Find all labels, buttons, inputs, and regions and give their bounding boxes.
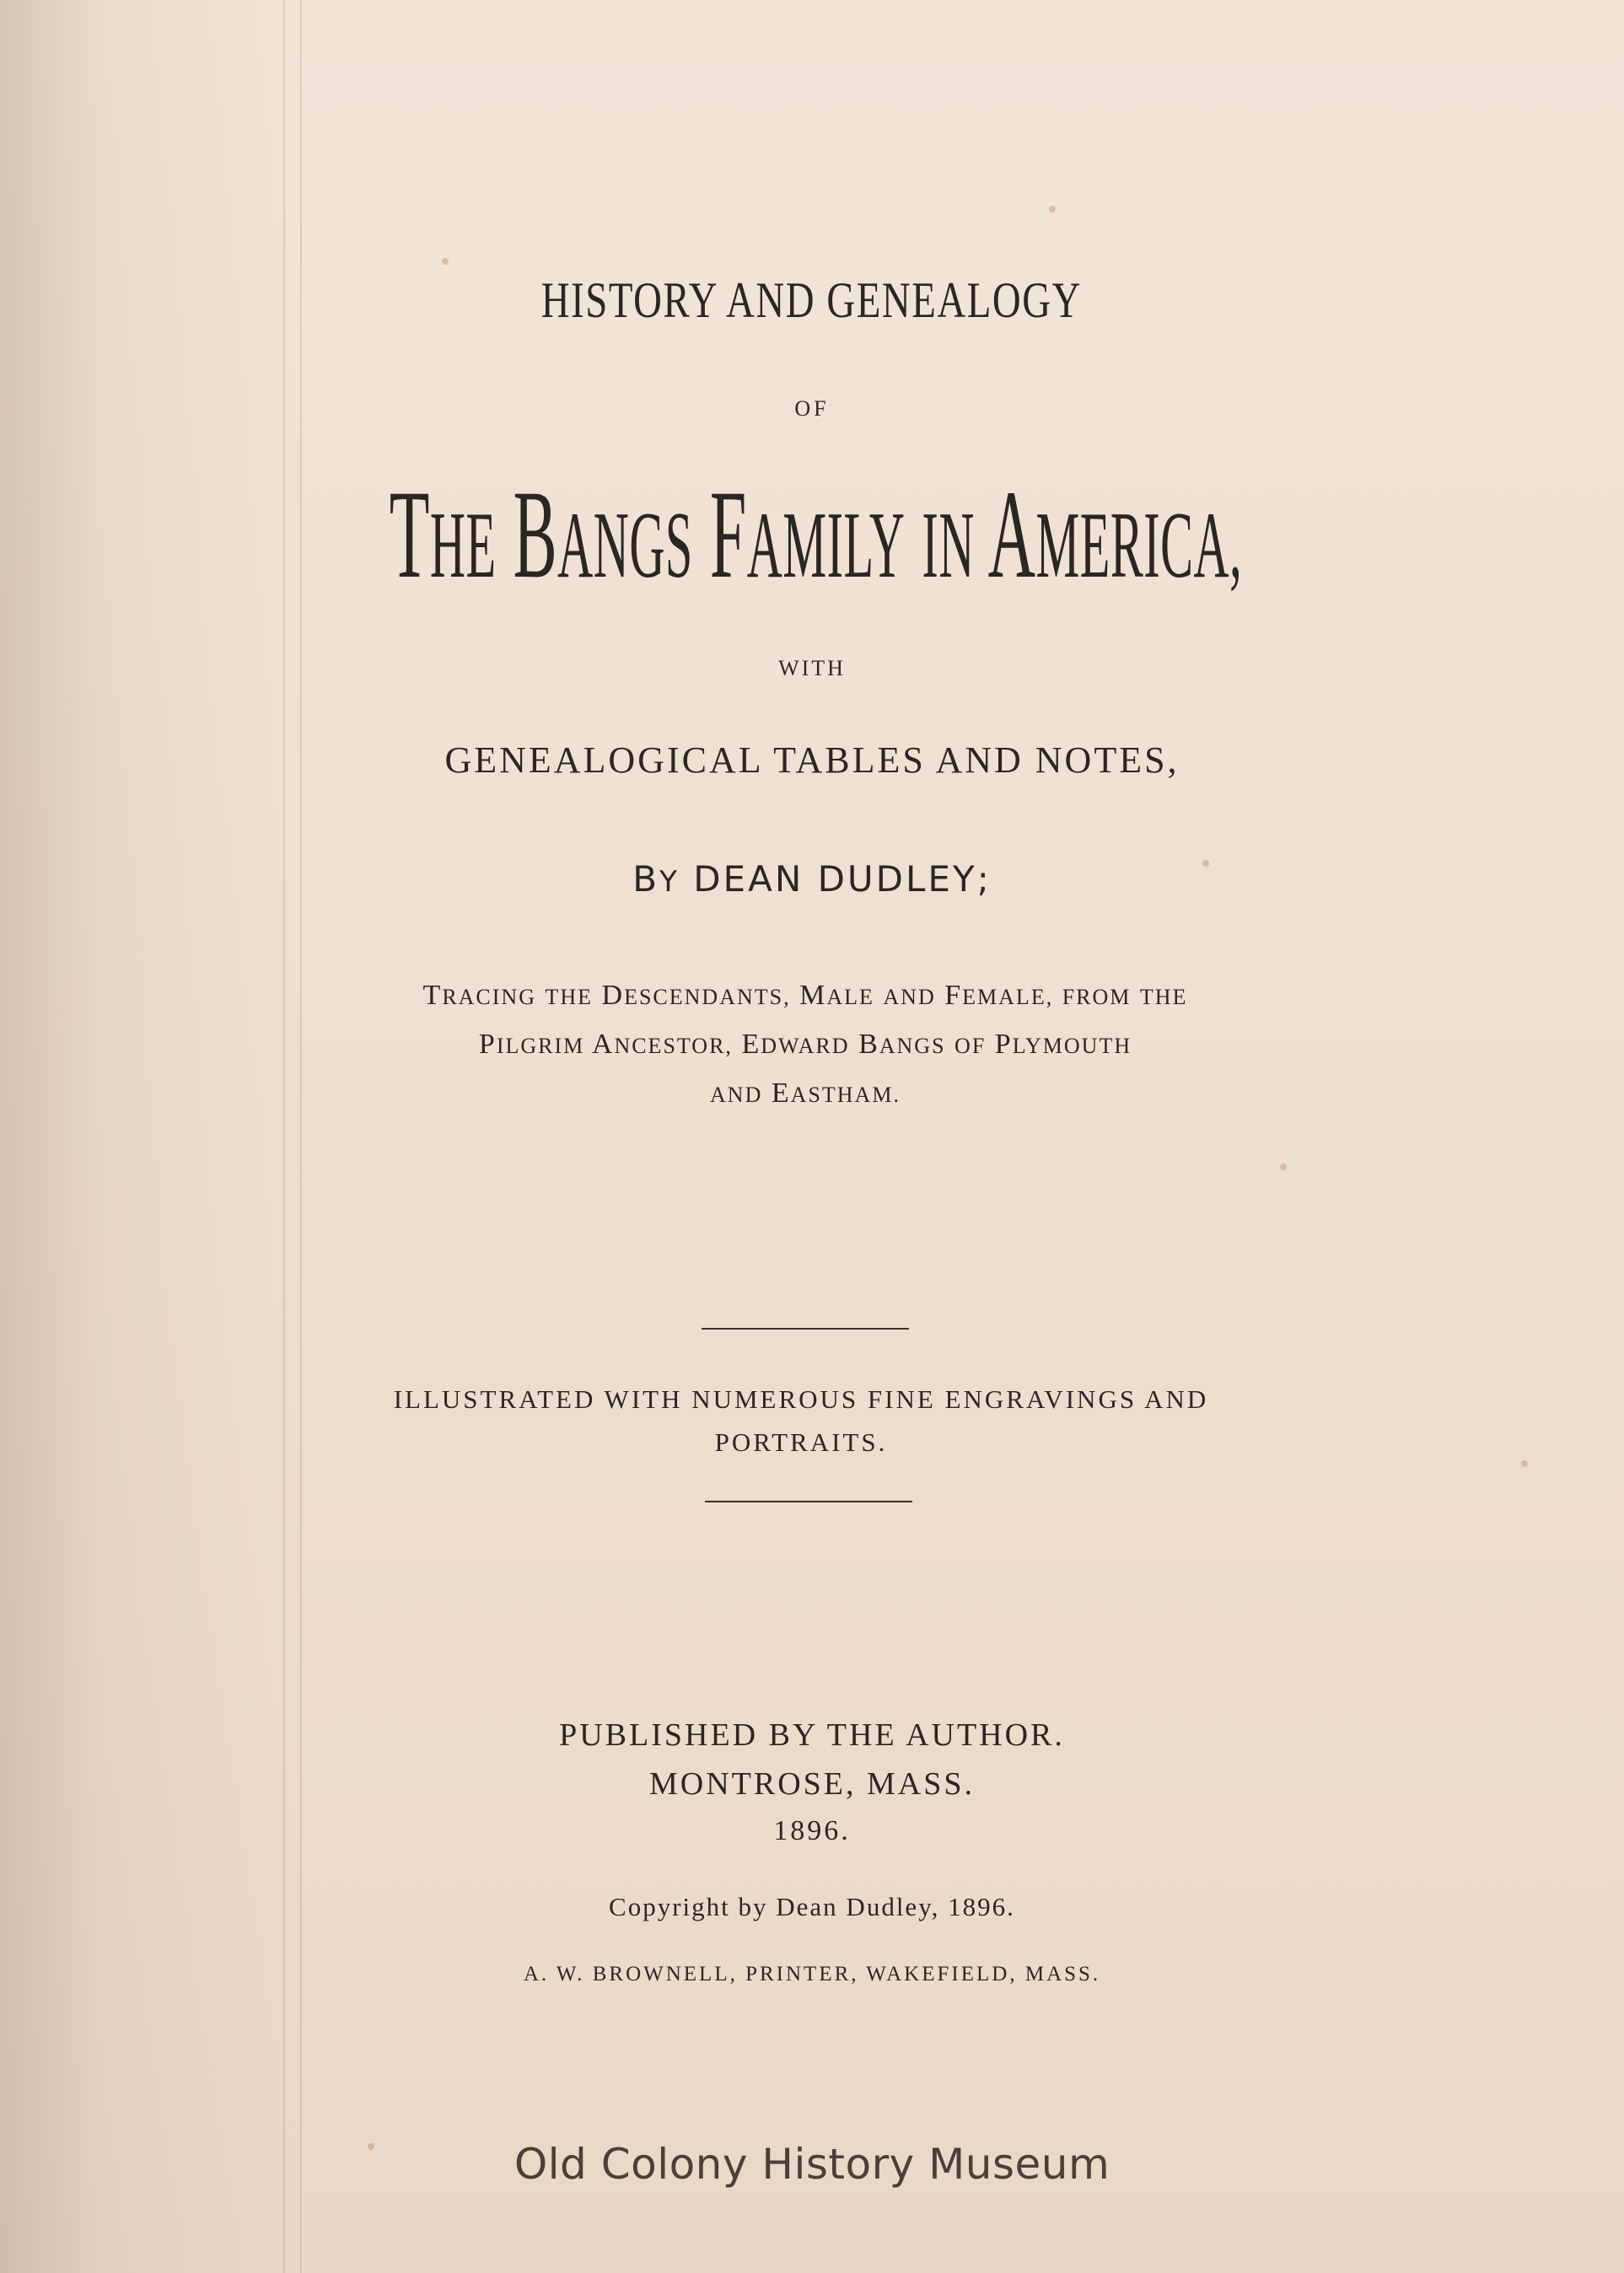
- page-edge-line: [283, 0, 285, 2273]
- paper-speck: [1280, 1163, 1287, 1170]
- tracing-word: THE: [1139, 985, 1188, 1009]
- title-history-line: HISTORY AND GENEALOGY: [540, 272, 1082, 328]
- main-title-bangs: BANGS: [513, 465, 693, 605]
- paper-speck: [1521, 1460, 1528, 1467]
- tracing-word: BANGS: [858, 1029, 946, 1060]
- year-line: 1896.: [773, 1815, 851, 1846]
- author-name: DEAN DUDLEY;: [693, 858, 992, 900]
- main-title: [389, 462, 1243, 607]
- main-title-in: IN: [922, 493, 975, 598]
- main-title-the: THE: [389, 465, 497, 605]
- subtitle-tables: GENEALOGICAL TABLES AND NOTES,: [444, 739, 1180, 781]
- printer-line: A. W. BROWNELL, PRINTER, WAKEFIELD, MASS.: [523, 1963, 1101, 1986]
- tracing-word: AND: [883, 985, 936, 1009]
- main-title-america: AMERICA,: [987, 465, 1243, 605]
- title-of-line: OF: [794, 396, 830, 421]
- illustrated-line-1: ILLUSTRATED WITH NUMEROUS FINE ENGRAVINGS AND: [393, 1384, 1209, 1414]
- page-edge-line: [300, 0, 302, 2273]
- with-line: WITH: [778, 656, 846, 680]
- tracing-word: FEMALE,: [944, 980, 1054, 1011]
- tracing-word: EDWARD: [741, 1029, 850, 1060]
- main-title-family: FAMILY: [709, 465, 906, 605]
- tracing-word: THE: [545, 985, 594, 1009]
- tracing-word: ANCESTOR,: [591, 1029, 733, 1060]
- divider-rule: [705, 1501, 912, 1502]
- tracing-word: PILGRIM: [478, 1029, 585, 1060]
- tracing-line-1: [312, 980, 1299, 1012]
- tracing-line-3: [312, 1077, 1299, 1110]
- place-line: MONTROSE, MASS.: [648, 1766, 976, 1802]
- author-line: BY DEAN DUDLEY;: [632, 858, 992, 900]
- divider-rule: [702, 1328, 909, 1330]
- tracing-word: MALE: [799, 980, 874, 1011]
- tracing-word: DESCENDANTS,: [601, 980, 791, 1011]
- tracing-word: FROM: [1062, 985, 1132, 1009]
- paper-speck: [1049, 206, 1056, 212]
- tracing-word: TRACING: [422, 980, 536, 1011]
- illustrated-line-2: PORTRAITS.: [714, 1427, 888, 1457]
- tracing-word: OF: [955, 1034, 987, 1058]
- tracing-word: EASTHAM.: [771, 1077, 901, 1109]
- paper-speck: [442, 258, 449, 265]
- publisher-line: PUBLISHED BY THE AUTHOR.: [559, 1717, 1065, 1753]
- tracing-word: AND: [710, 1083, 763, 1107]
- tracing-line-2: [312, 1029, 1299, 1061]
- tracing-word: PLYMOUTH: [994, 1029, 1132, 1060]
- copyright-line: Copyright by Dean Dudley, 1896.: [609, 1892, 1015, 1921]
- museum-watermark: Old Colony History Museum: [514, 2140, 1110, 2189]
